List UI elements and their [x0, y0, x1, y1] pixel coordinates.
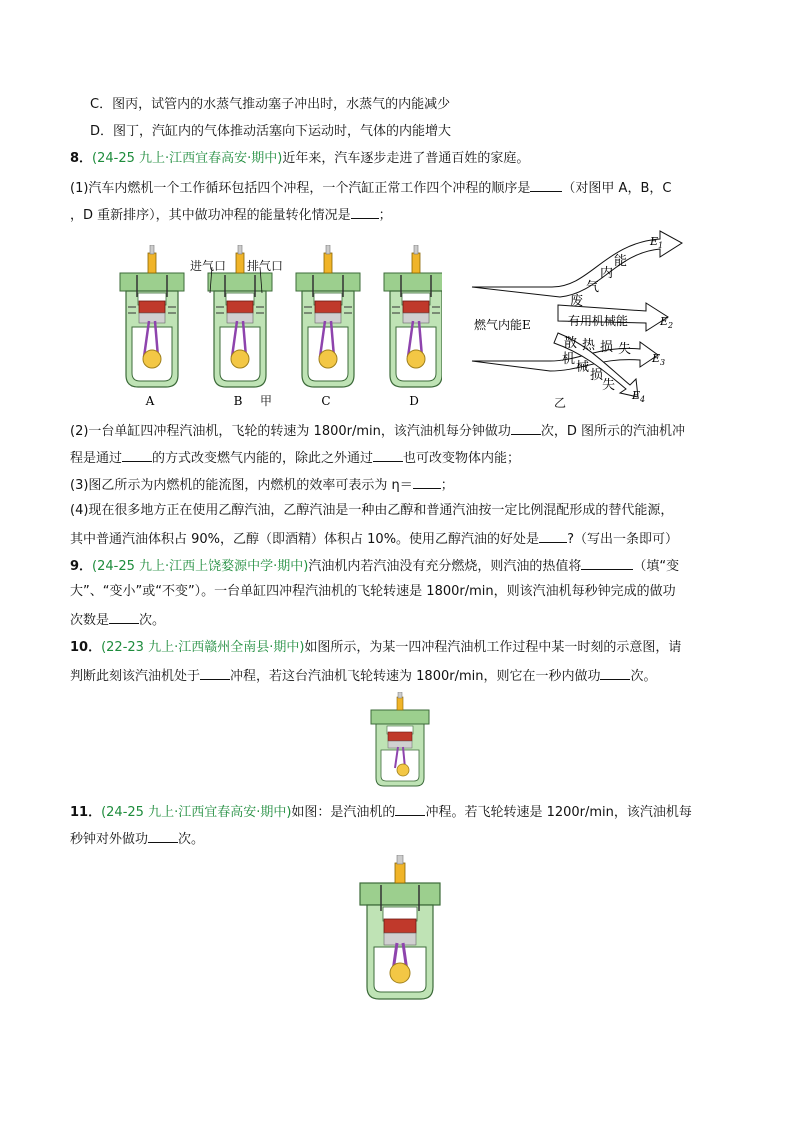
- question-9-line3: [70, 611, 165, 629]
- answer-blank[interactable]: [109, 611, 139, 624]
- question-number: 9．: [70, 559, 93, 574]
- q8-part2-line1: [70, 422, 685, 440]
- question-source: (24-25 九上·江西宜春高安·期中): [92, 151, 283, 166]
- question-10-line2: [70, 667, 657, 685]
- waste-char-4: 能: [614, 254, 628, 269]
- waste-char-1: 废: [570, 294, 584, 309]
- text: 次。: [178, 832, 205, 847]
- answer-blank[interactable]: [511, 422, 541, 435]
- question-source: (24-25 九上·江西上饶婺源中学·期中): [92, 559, 309, 574]
- question-10-line1: [70, 640, 681, 656]
- engine-q10-icon: [365, 692, 435, 790]
- text: ，D 重新排序），其中做功冲程的能量转化情况是: [70, 208, 351, 223]
- text: (3)图乙所示为内燃机的能流图，内燃机的效率可表示为 η＝: [70, 478, 413, 493]
- energy-flow-figure: [470, 225, 710, 410]
- q8-part4-line1: (4)现在很多地方正在使用乙醇汽油，乙醇汽油是一种由乙醇和普通汽油按一定比例混配形成的替代能源，: [70, 503, 674, 518]
- exhaust-label: 排气口: [247, 259, 284, 273]
- answer-blank[interactable]: [148, 830, 178, 843]
- label-b: B: [233, 394, 243, 408]
- text: （填“变: [633, 559, 680, 574]
- q8-part3: [70, 476, 454, 494]
- mech-char-1: 机: [562, 352, 576, 367]
- figure-yi-caption: 乙: [554, 396, 567, 410]
- question-number: 11．: [70, 805, 102, 820]
- text: (2)一台单缸四冲程汽油机，飞轮的转速为 1800r/min，该汽油机每分钟做功: [70, 424, 511, 439]
- question-9-line1: [70, 557, 679, 575]
- question-8-header: [70, 151, 529, 167]
- option-c: C．图丙，试管内的水蒸气推动塞子冲出时，水蒸气的内能减少: [90, 97, 451, 112]
- text: (1)汽车内燃机一个工作循环包括四个冲程，一个汽缸正常工作四个冲程的顺序是: [70, 181, 531, 196]
- text: ；: [440, 478, 454, 493]
- answer-blank[interactable]: [581, 557, 633, 570]
- answer-blank[interactable]: [200, 667, 230, 680]
- question-11-line2: [70, 830, 204, 848]
- text: 如图：是汽油机的: [291, 805, 396, 820]
- text: 的方式改变燃气内能的，除此之外通过: [152, 451, 374, 466]
- question-11-line1: [70, 803, 692, 821]
- answer-blank[interactable]: [373, 449, 403, 462]
- q8-part4-line2: [70, 530, 678, 548]
- text: 如图所示，为某一四冲程汽油机工作过程中某一时刻的示意图，请: [304, 640, 682, 655]
- mech-char-3: 损: [590, 368, 604, 383]
- answer-blank[interactable]: [395, 803, 425, 816]
- question-source: (22-23 九上·江西赣州全南县·期中): [101, 640, 305, 655]
- label-d: D: [409, 394, 419, 408]
- text: 判断此刻该汽油机处于: [70, 669, 201, 684]
- label-a: A: [145, 394, 155, 408]
- intake-label: 进气口: [190, 259, 227, 273]
- q8-part1-line2: [70, 206, 392, 224]
- answer-blank[interactable]: [530, 179, 562, 192]
- text: ；: [378, 208, 392, 223]
- text: 次数是: [70, 613, 110, 628]
- energy-source-label: 燃气内能E: [474, 318, 531, 332]
- engine-a-icon: [120, 245, 184, 387]
- answer-blank[interactable]: [351, 206, 379, 219]
- mech-char-2: 械: [576, 360, 590, 375]
- text: 其中普通汽油体积占 90%，乙醇（即酒精）体积占 10%。使用乙醇汽油的好处是: [70, 532, 540, 547]
- text: 次，D 图所示的汽油机冲: [540, 424, 686, 439]
- question-source: (24-25 九上·江西宜春高安·期中): [101, 805, 292, 820]
- q8-part1-line1: [70, 179, 671, 197]
- text: 汽油机内若汽油没有充分燃烧，则汽油的热值将: [308, 559, 582, 574]
- text: 次。: [630, 669, 657, 684]
- text: 也可改变物体内能；: [403, 451, 521, 466]
- useful-energy-label: 有用机械能: [568, 314, 629, 328]
- question-number: 8．: [70, 151, 93, 166]
- text: 冲程。若飞轮转速是 1200r/min，该汽油机每: [425, 805, 692, 820]
- e2-label: $E_2$: [660, 315, 674, 330]
- e3-label: $E_3$: [652, 352, 666, 367]
- text: （对图甲 A，B，C: [562, 181, 672, 196]
- e4-label: $E_4$: [632, 389, 646, 404]
- text: 冲程，若这台汽油机飞轮转速为 1800r/min，则它在一秒内做功: [230, 669, 601, 684]
- engine-c-icon: [296, 245, 360, 387]
- heat-char-2: 热: [582, 338, 596, 353]
- label-c: C: [321, 394, 331, 408]
- question-number: 10．: [70, 640, 102, 655]
- question-stem: 近年来，汽车逐步走进了普通百姓的家庭。: [282, 151, 530, 166]
- mech-char-4: 失: [602, 378, 616, 393]
- text: 次。: [139, 613, 166, 628]
- e1-label: $E_1$: [650, 235, 664, 250]
- text: 程是通过: [70, 451, 123, 466]
- text: ?（写出一条即可）: [567, 532, 678, 547]
- answer-blank[interactable]: [600, 667, 630, 680]
- heat-char-4: 失: [618, 342, 632, 357]
- engine-d-icon: [384, 245, 442, 387]
- option-d: D．图丁，汽缸内的气体推动活塞向下运动时，气体的内能增大: [90, 124, 452, 139]
- heat-char-1: 散: [564, 336, 578, 351]
- text: 秒钟对外做功: [70, 832, 149, 847]
- waste-char-2: 气: [586, 280, 600, 295]
- engine-q11-icon: [355, 855, 445, 1005]
- heat-char-3: 损: [600, 340, 614, 355]
- waste-char-3: 内: [600, 266, 614, 281]
- question-9-line2: 大”、“变小”或“不变”）。一台单缸四冲程汽油机的飞轮转速是 1800r/min，则该汽油机每秒钟完成的做功: [70, 584, 676, 599]
- figure-jia-caption: 甲: [260, 394, 273, 408]
- q8-part2-line2: [70, 449, 520, 467]
- answer-blank[interactable]: [539, 530, 567, 543]
- answer-blank[interactable]: [413, 476, 441, 489]
- answer-blank[interactable]: [122, 449, 152, 462]
